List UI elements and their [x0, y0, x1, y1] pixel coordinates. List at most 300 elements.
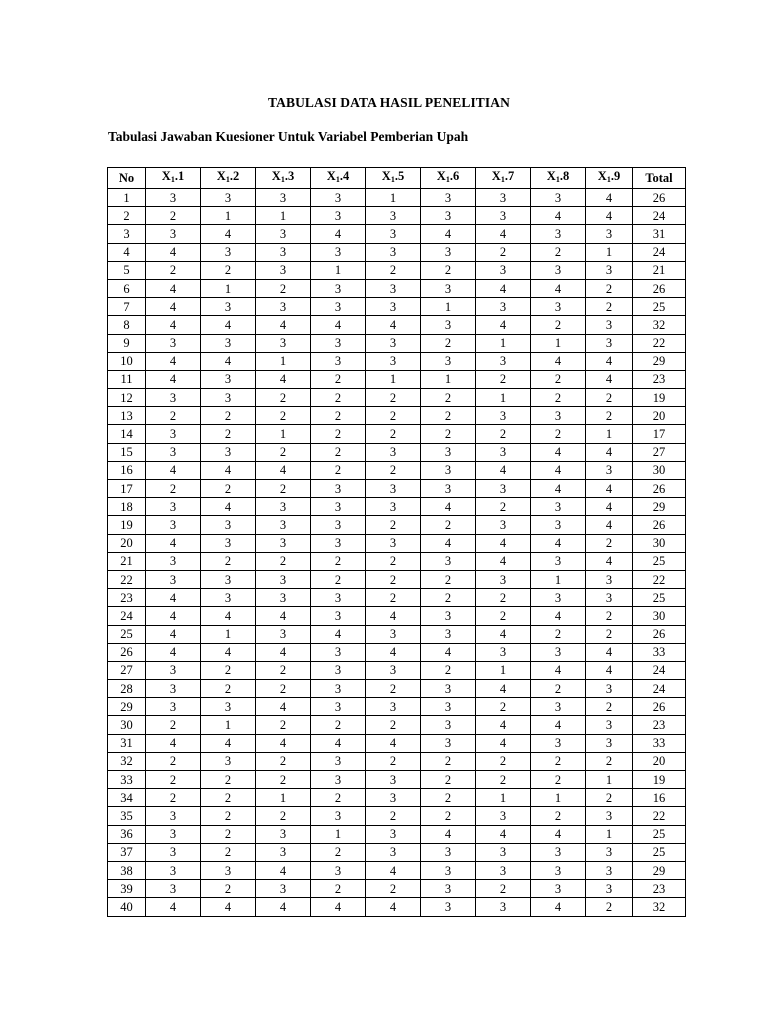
column-header — [476, 168, 531, 189]
score-cell: 1 — [201, 207, 256, 225]
row-number-cell: 2 — [108, 207, 146, 225]
total-cell: 24 — [633, 680, 686, 698]
score-cell: 2 — [201, 480, 256, 498]
score-cell: 3 — [146, 861, 201, 879]
score-cell: 2 — [256, 716, 311, 734]
score-cell: 4 — [531, 825, 586, 843]
score-cell: 3 — [531, 734, 586, 752]
score-cell: 3 — [366, 207, 421, 225]
score-cell: 3 — [146, 552, 201, 570]
score-cell: 4 — [531, 461, 586, 479]
column-header-subscript: 1 — [225, 175, 230, 184]
score-cell: 4 — [201, 643, 256, 661]
score-cell: 3 — [256, 189, 311, 207]
score-cell: 3 — [311, 279, 366, 297]
score-cell: 2 — [476, 425, 531, 443]
score-cell: 3 — [256, 225, 311, 243]
score-cell: 3 — [476, 898, 531, 916]
header-row — [108, 168, 686, 189]
score-cell: 3 — [476, 861, 531, 879]
score-cell: 3 — [201, 189, 256, 207]
score-cell: 4 — [146, 298, 201, 316]
total-cell: 17 — [633, 425, 686, 443]
row-number-cell: 30 — [108, 716, 146, 734]
document-title: TABULASI DATA HASIL PENELITIAN — [268, 95, 510, 110]
score-cell: 1 — [586, 243, 633, 261]
score-cell: 2 — [311, 443, 366, 461]
score-cell: 1 — [531, 570, 586, 588]
column-header — [586, 168, 633, 189]
column-header-subscript: 1 — [500, 175, 505, 184]
column-header — [256, 168, 311, 189]
score-cell: 4 — [201, 352, 256, 370]
score-cell: 3 — [146, 570, 201, 588]
score-cell: 3 — [256, 589, 311, 607]
score-cell: 1 — [256, 425, 311, 443]
score-cell: 3 — [146, 516, 201, 534]
column-header — [366, 168, 421, 189]
row-number-cell: 9 — [108, 334, 146, 352]
score-cell: 1 — [476, 334, 531, 352]
score-cell: 2 — [476, 370, 531, 388]
score-cell: 3 — [256, 825, 311, 843]
score-cell: 2 — [366, 570, 421, 588]
total-cell: 26 — [633, 516, 686, 534]
total-cell: 22 — [633, 570, 686, 588]
score-cell: 3 — [476, 207, 531, 225]
score-cell: 3 — [366, 334, 421, 352]
score-cell: 4 — [531, 661, 586, 679]
score-cell: 3 — [586, 861, 633, 879]
row-number-cell: 31 — [108, 734, 146, 752]
row-number-cell: 22 — [108, 570, 146, 588]
score-cell: 4 — [586, 643, 633, 661]
score-cell: 4 — [531, 480, 586, 498]
total-cell: 19 — [633, 389, 686, 407]
total-cell: 24 — [633, 207, 686, 225]
score-cell: 3 — [586, 316, 633, 334]
table-row — [108, 734, 686, 752]
total-cell: 22 — [633, 807, 686, 825]
total-cell: 19 — [633, 771, 686, 789]
total-cell: 26 — [633, 189, 686, 207]
score-cell: 3 — [531, 552, 586, 570]
score-cell: 4 — [586, 498, 633, 516]
row-number-cell: 24 — [108, 607, 146, 625]
table-row — [108, 825, 686, 843]
table-row — [108, 516, 686, 534]
score-cell: 2 — [476, 607, 531, 625]
total-cell: 29 — [633, 498, 686, 516]
table-body — [108, 189, 686, 917]
score-cell: 3 — [531, 589, 586, 607]
row-number-cell: 20 — [108, 534, 146, 552]
column-header-label: Total — [645, 171, 673, 185]
score-cell: 1 — [201, 625, 256, 643]
score-cell: 4 — [586, 443, 633, 461]
score-cell: 3 — [201, 534, 256, 552]
row-number-cell: 26 — [108, 643, 146, 661]
score-cell: 3 — [421, 243, 476, 261]
score-cell: 4 — [311, 734, 366, 752]
score-cell: 4 — [476, 680, 531, 698]
row-number-cell: 6 — [108, 279, 146, 297]
score-cell: 4 — [311, 225, 366, 243]
score-cell: 2 — [146, 752, 201, 770]
row-number-cell: 11 — [108, 370, 146, 388]
score-cell: 2 — [201, 425, 256, 443]
score-cell: 2 — [421, 752, 476, 770]
score-cell: 3 — [366, 225, 421, 243]
score-cell: 1 — [201, 716, 256, 734]
score-cell: 3 — [256, 843, 311, 861]
score-cell: 2 — [201, 261, 256, 279]
score-cell: 3 — [421, 189, 476, 207]
score-cell: 2 — [256, 279, 311, 297]
table-row — [108, 207, 686, 225]
score-cell: 4 — [476, 734, 531, 752]
score-cell: 2 — [421, 789, 476, 807]
row-number-cell: 35 — [108, 807, 146, 825]
column-header-subscript: 1 — [606, 175, 611, 184]
score-cell: 3 — [421, 861, 476, 879]
score-cell: 2 — [586, 279, 633, 297]
score-cell: 4 — [201, 461, 256, 479]
score-cell: 3 — [146, 334, 201, 352]
score-cell: 3 — [146, 225, 201, 243]
score-cell: 3 — [311, 298, 366, 316]
score-cell: 3 — [366, 789, 421, 807]
score-cell: 2 — [201, 807, 256, 825]
score-cell: 3 — [421, 552, 476, 570]
score-cell: 1 — [531, 334, 586, 352]
score-cell: 3 — [366, 661, 421, 679]
score-cell: 4 — [201, 316, 256, 334]
score-cell: 2 — [531, 625, 586, 643]
score-cell: 4 — [586, 189, 633, 207]
score-cell: 2 — [421, 570, 476, 588]
score-cell: 1 — [531, 789, 586, 807]
score-cell: 2 — [586, 898, 633, 916]
score-cell: 4 — [366, 316, 421, 334]
row-number-cell: 4 — [108, 243, 146, 261]
score-cell: 4 — [146, 370, 201, 388]
total-cell: 33 — [633, 734, 686, 752]
score-cell: 1 — [201, 279, 256, 297]
score-cell: 2 — [366, 407, 421, 425]
score-cell: 3 — [531, 843, 586, 861]
row-number-cell: 34 — [108, 789, 146, 807]
score-cell: 3 — [311, 334, 366, 352]
score-cell: 3 — [311, 861, 366, 879]
score-cell: 3 — [201, 589, 256, 607]
score-cell: 2 — [366, 389, 421, 407]
total-cell: 30 — [633, 607, 686, 625]
score-cell: 1 — [421, 298, 476, 316]
row-number-cell: 12 — [108, 389, 146, 407]
score-cell: 3 — [476, 643, 531, 661]
score-cell: 3 — [421, 279, 476, 297]
score-cell: 4 — [476, 716, 531, 734]
column-header — [531, 168, 586, 189]
score-cell: 1 — [256, 352, 311, 370]
score-cell: 4 — [256, 316, 311, 334]
total-cell: 29 — [633, 352, 686, 370]
total-cell: 26 — [633, 279, 686, 297]
score-cell: 4 — [586, 370, 633, 388]
total-cell: 32 — [633, 898, 686, 916]
table-row — [108, 771, 686, 789]
score-cell: 3 — [531, 861, 586, 879]
score-cell: 1 — [366, 370, 421, 388]
score-cell: 1 — [586, 425, 633, 443]
score-cell: 3 — [366, 843, 421, 861]
column-header-suffix: .2 — [229, 169, 240, 183]
row-number-cell: 38 — [108, 861, 146, 879]
score-cell: 2 — [421, 807, 476, 825]
table-row — [108, 498, 686, 516]
score-cell: 4 — [146, 461, 201, 479]
score-cell: 2 — [421, 334, 476, 352]
column-header-label: X — [216, 169, 226, 183]
score-cell: 4 — [311, 316, 366, 334]
total-cell: 20 — [633, 407, 686, 425]
score-cell: 3 — [531, 298, 586, 316]
score-cell: 3 — [311, 516, 366, 534]
score-cell: 3 — [531, 698, 586, 716]
score-cell: 4 — [146, 352, 201, 370]
score-cell: 2 — [366, 589, 421, 607]
score-cell: 3 — [476, 480, 531, 498]
score-cell: 4 — [256, 898, 311, 916]
row-number-cell: 19 — [108, 516, 146, 534]
row-number-cell: 15 — [108, 443, 146, 461]
score-cell: 4 — [421, 643, 476, 661]
score-cell: 2 — [586, 298, 633, 316]
score-cell: 2 — [476, 498, 531, 516]
score-cell: 3 — [366, 771, 421, 789]
row-number-cell: 28 — [108, 680, 146, 698]
table-row — [108, 716, 686, 734]
score-cell: 3 — [586, 589, 633, 607]
table-row — [108, 698, 686, 716]
column-header-suffix: .3 — [284, 169, 295, 183]
score-cell: 4 — [421, 498, 476, 516]
score-cell: 3 — [146, 443, 201, 461]
table-row — [108, 570, 686, 588]
score-cell: 2 — [311, 389, 366, 407]
score-cell: 2 — [256, 443, 311, 461]
score-cell: 2 — [311, 880, 366, 898]
score-cell: 3 — [366, 625, 421, 643]
score-cell: 4 — [531, 716, 586, 734]
table-row — [108, 789, 686, 807]
score-cell: 4 — [146, 898, 201, 916]
score-cell: 3 — [201, 570, 256, 588]
score-cell: 2 — [311, 461, 366, 479]
table-row — [108, 443, 686, 461]
score-cell: 3 — [146, 807, 201, 825]
score-cell: 4 — [531, 607, 586, 625]
score-cell: 2 — [531, 680, 586, 698]
score-cell: 3 — [146, 189, 201, 207]
score-cell: 1 — [421, 370, 476, 388]
table-row — [108, 370, 686, 388]
score-cell: 3 — [311, 661, 366, 679]
row-number-cell: 17 — [108, 480, 146, 498]
row-number-cell: 37 — [108, 843, 146, 861]
column-header — [146, 168, 201, 189]
score-cell: 3 — [311, 480, 366, 498]
score-cell: 2 — [311, 716, 366, 734]
score-cell: 3 — [201, 389, 256, 407]
table-row — [108, 898, 686, 916]
score-cell: 2 — [311, 552, 366, 570]
score-cell: 2 — [201, 552, 256, 570]
column-header-suffix: .4 — [339, 169, 350, 183]
column-header-suffix: .5 — [394, 169, 405, 183]
score-cell: 3 — [531, 498, 586, 516]
score-cell: 2 — [586, 389, 633, 407]
score-cell: 2 — [531, 389, 586, 407]
score-cell: 3 — [366, 825, 421, 843]
score-cell: 2 — [146, 207, 201, 225]
score-cell: 4 — [201, 734, 256, 752]
score-cell: 3 — [366, 498, 421, 516]
total-cell: 24 — [633, 243, 686, 261]
score-cell: 4 — [531, 279, 586, 297]
score-cell: 4 — [586, 480, 633, 498]
score-cell: 3 — [146, 698, 201, 716]
score-cell: 2 — [421, 516, 476, 534]
row-number-cell: 16 — [108, 461, 146, 479]
total-cell: 22 — [633, 334, 686, 352]
score-cell: 3 — [531, 880, 586, 898]
score-cell: 3 — [311, 498, 366, 516]
score-cell: 2 — [531, 425, 586, 443]
total-cell: 33 — [633, 643, 686, 661]
row-number-cell: 18 — [108, 498, 146, 516]
score-cell: 2 — [586, 534, 633, 552]
column-header-suffix: .7 — [504, 169, 515, 183]
total-cell: 25 — [633, 552, 686, 570]
score-cell: 4 — [531, 443, 586, 461]
table-row — [108, 880, 686, 898]
score-cell: 2 — [146, 771, 201, 789]
row-number-cell: 32 — [108, 752, 146, 770]
score-cell: 2 — [366, 516, 421, 534]
column-header-subscript: 1 — [390, 175, 395, 184]
score-cell: 3 — [146, 389, 201, 407]
score-cell: 2 — [421, 589, 476, 607]
total-cell: 27 — [633, 443, 686, 461]
score-cell: 2 — [256, 771, 311, 789]
score-cell: 3 — [311, 807, 366, 825]
table-row — [108, 298, 686, 316]
score-cell: 4 — [476, 625, 531, 643]
column-header-suffix: .8 — [559, 169, 570, 183]
total-cell: 26 — [633, 625, 686, 643]
row-number-cell: 23 — [108, 589, 146, 607]
score-cell: 2 — [586, 789, 633, 807]
score-cell: 3 — [421, 607, 476, 625]
score-cell: 3 — [201, 516, 256, 534]
score-cell: 2 — [476, 243, 531, 261]
total-cell: 23 — [633, 716, 686, 734]
score-cell: 3 — [366, 534, 421, 552]
score-cell: 3 — [421, 352, 476, 370]
table-row — [108, 389, 686, 407]
column-header-subscript: 1 — [335, 175, 340, 184]
total-cell: 26 — [633, 480, 686, 498]
score-cell: 3 — [201, 752, 256, 770]
score-cell: 2 — [531, 243, 586, 261]
score-cell: 3 — [586, 807, 633, 825]
score-cell: 3 — [476, 407, 531, 425]
score-cell: 3 — [531, 189, 586, 207]
score-cell: 3 — [146, 661, 201, 679]
score-cell: 4 — [586, 516, 633, 534]
score-cell: 3 — [421, 207, 476, 225]
score-cell: 3 — [146, 825, 201, 843]
score-cell: 2 — [531, 370, 586, 388]
score-cell: 2 — [256, 552, 311, 570]
score-cell: 2 — [586, 407, 633, 425]
score-cell: 3 — [421, 316, 476, 334]
total-cell: 25 — [633, 589, 686, 607]
score-cell: 3 — [146, 843, 201, 861]
table-row — [108, 225, 686, 243]
score-cell: 3 — [256, 498, 311, 516]
row-number-cell: 14 — [108, 425, 146, 443]
total-cell: 23 — [633, 880, 686, 898]
score-cell: 3 — [531, 407, 586, 425]
score-cell: 2 — [146, 407, 201, 425]
score-cell: 3 — [311, 643, 366, 661]
score-cell: 2 — [366, 552, 421, 570]
score-cell: 2 — [146, 261, 201, 279]
score-cell: 2 — [146, 716, 201, 734]
score-cell: 4 — [586, 661, 633, 679]
score-cell: 4 — [256, 607, 311, 625]
score-cell: 4 — [531, 534, 586, 552]
score-cell: 2 — [201, 661, 256, 679]
score-cell: 3 — [311, 534, 366, 552]
table-row — [108, 316, 686, 334]
score-cell: 4 — [201, 498, 256, 516]
score-cell: 3 — [586, 570, 633, 588]
score-cell: 2 — [421, 771, 476, 789]
score-cell: 2 — [366, 752, 421, 770]
score-cell: 2 — [201, 680, 256, 698]
row-number-cell: 33 — [108, 771, 146, 789]
score-cell: 2 — [256, 389, 311, 407]
score-cell: 3 — [476, 352, 531, 370]
table-row — [108, 607, 686, 625]
score-cell: 4 — [201, 607, 256, 625]
score-cell: 2 — [366, 880, 421, 898]
score-cell: 2 — [201, 407, 256, 425]
table-row — [108, 279, 686, 297]
score-cell: 3 — [366, 243, 421, 261]
table-row — [108, 807, 686, 825]
score-cell: 3 — [586, 461, 633, 479]
score-cell: 3 — [476, 516, 531, 534]
column-header-suffix: .6 — [449, 169, 460, 183]
column-header-suffix: .1 — [174, 169, 185, 183]
score-cell: 4 — [476, 552, 531, 570]
score-cell: 4 — [421, 225, 476, 243]
